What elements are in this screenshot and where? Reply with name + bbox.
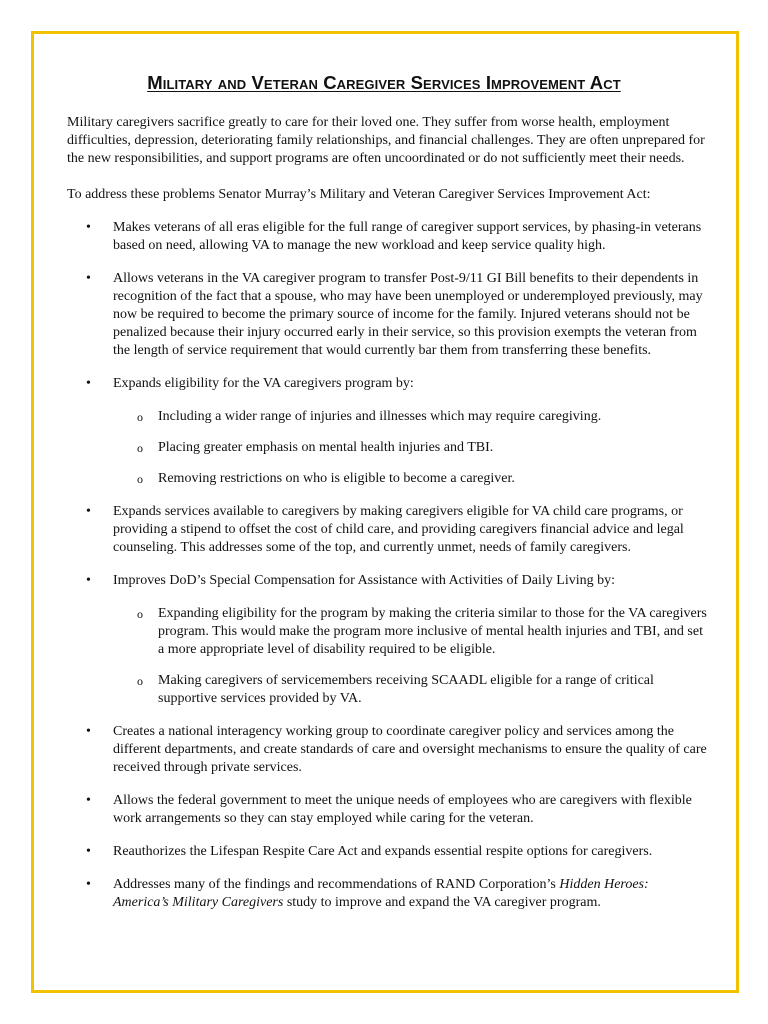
- sub-bullet-icon: o: [137, 410, 143, 424]
- list-item-text: Allows veterans in the VA caregiver program to transfer Post-9/11 GI Bill benefits to their dependents in recognition of the fact that a spouse, who may have been unemployed or underemployed previously, may now be required to become the primary source of income for the family. Injured veterans should not be penalized because their injury occurred early in their service, so this provision exempts the veteran from the length of service requirement that would currently bar them from transferring these benefits.: [113, 271, 703, 358]
- bullet-icon: •: [86, 793, 91, 808]
- bullet-icon: •: [86, 220, 91, 235]
- list-item: [67, 876, 707, 912]
- list-item: [67, 792, 707, 828]
- page-title: Military and Veteran Caregiver Services Improvement Act: [147, 72, 621, 93]
- list-item-text: Expands eligibility for the VA caregivers program by:: [113, 376, 414, 391]
- list-item-text: Reauthorizes the Lifespan Respite Care Act and expands essential respite options for caregivers.: [113, 844, 653, 859]
- list-item: [67, 219, 707, 255]
- list-item: [67, 503, 707, 557]
- list-item-text: Creates a national interagency working group to coordinate caregiver policy and services among the different departments, and create standards of care and oversight mechanisms to ensure the quality of care received through private services.: [113, 724, 707, 775]
- sub-list-item: [113, 605, 707, 659]
- sub-list-item-text: Making caregivers of servicemembers receiving SCAADL eligible for a range of critical supportive services provided by VA.: [158, 673, 654, 706]
- sub-list-item: [113, 672, 707, 708]
- bullet-icon: •: [86, 844, 91, 859]
- list-item-text: [113, 877, 649, 910]
- sub-list-item-text: Expanding eligibility for the program by making the criteria similar to those for the VA caregivers program. This would make the program more inclusive of mental health injuries and TBI, and set a more appropriate level of disability required to be eligible.: [158, 606, 707, 657]
- rand-text-after: study to improve and expand the VA caregiver program.: [283, 895, 601, 910]
- sub-list-item: [113, 408, 707, 426]
- bullet-icon: •: [86, 504, 91, 519]
- list-item: [67, 723, 707, 777]
- sub-bullet-icon: o: [137, 441, 143, 455]
- provisions-list: [67, 219, 707, 912]
- bullet-icon: •: [86, 877, 91, 892]
- bullet-icon: •: [86, 724, 91, 739]
- intro-paragraph: Military caregivers sacrifice greatly to care for their loved one. They suffer from worse health, employment difficulties, depression, deteriorating family relationships, and financial challenges. They are often unprepared for the new responsibilities, and support programs are often uncoordinated or do not sufficiently meet their needs.: [67, 115, 705, 166]
- sub-list-item-text: Including a wider range of injuries and illnesses which may require caregiving.: [158, 409, 602, 424]
- list-item-text: Allows the federal government to meet the unique needs of employees who are caregivers with flexible work arrangements so they can stay employed while caring for the veteran.: [113, 793, 692, 826]
- sub-list-item: [113, 439, 707, 457]
- sub-list: [113, 605, 707, 708]
- sub-bullet-icon: o: [137, 607, 143, 621]
- list-item: [67, 375, 707, 488]
- list-item: [67, 572, 707, 708]
- rand-text-before: Addresses many of the findings and recommendations of RAND Corporation’s: [113, 877, 560, 892]
- sub-list-item: [113, 470, 707, 488]
- list-item: [67, 270, 707, 360]
- bullet-icon: •: [86, 376, 91, 391]
- sub-bullet-icon: o: [137, 674, 143, 688]
- list-item-text: Improves DoD’s Special Compensation for Assistance with Activities of Daily Living by:: [113, 573, 615, 588]
- sub-bullet-icon: o: [137, 472, 143, 486]
- list-item-text: Expands services available to caregivers by making caregivers eligible for VA child care programs, or providing a stipend to offset the cost of child care, and providing caregivers financial advice and legal counseling. This addresses some of the top, and currently unmet, needs of family caregivers.: [113, 504, 684, 555]
- sub-list-item-text: Removing restrictions on who is eligible to become a caregiver.: [158, 471, 515, 486]
- bullet-icon: •: [86, 573, 91, 588]
- list-item-text: Makes veterans of all eras eligible for the full range of caregiver support services, by phasing-in veterans based on need, allowing VA to manage the new workload and keep service quality high.: [113, 220, 702, 253]
- list-item: [67, 843, 707, 861]
- report-title: Hidden Heroes: America’s Military Caregivers: [113, 877, 649, 910]
- lead-paragraph: To address these problems Senator Murray’s Military and Veteran Caregiver Services Improvement Act:: [67, 187, 651, 202]
- bullet-icon: •: [86, 271, 91, 286]
- document-body: [67, 114, 707, 927]
- sub-list-item-text: Placing greater emphasis on mental health injuries and TBI.: [158, 440, 494, 455]
- sub-list: [113, 408, 707, 488]
